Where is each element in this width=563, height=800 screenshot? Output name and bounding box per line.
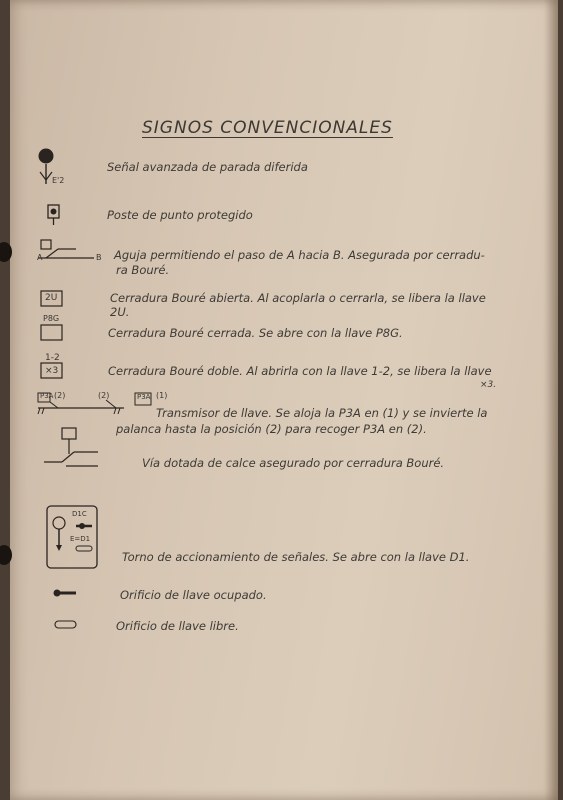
signal-label: E'2 — [52, 176, 65, 185]
double-lock-inner-label: ×3 — [45, 366, 59, 376]
double-lock-top-label: 1-2 — [45, 353, 60, 363]
entry-5-text: Cerradura Bouré cerrada. Se abre con la llave P8G. — [108, 326, 403, 340]
page-edge-shadow — [544, 0, 558, 800]
entry-2-text: Poste de punto protegido — [107, 208, 253, 222]
entry-10-text: Orificio de llave ocupado. — [120, 588, 267, 602]
transmitter-slot-pos-label: (1) — [156, 391, 168, 400]
entry-3-text-2: ra Bouré. — [116, 263, 170, 277]
entry-8-text: Vía dotada de calce asegurado por cerradura Bouré. — [142, 456, 445, 470]
entry-3-text-1: Aguja permitiendo el paso de A hacia B. Asegurada por cerradu- — [114, 248, 485, 262]
entry-6-text-2: ×3. — [480, 380, 497, 390]
document-title: SIGNOS CONVENCIONALES — [142, 118, 393, 138]
entry-1-text: Señal avanzada de parada diferida — [107, 160, 308, 174]
entry-9-text: Torno de accionamiento de señales. Se abre con la llave D1. — [122, 550, 470, 564]
document-page — [10, 0, 558, 800]
winch-bottom-label: E=D1 — [70, 535, 91, 543]
transmitter-pos-label-1: (2) — [54, 391, 66, 400]
transmitter-pos-label-2: (2) — [98, 391, 110, 400]
entry-6-text-1: Cerradura Bouré doble. Al abrirla con la llave 1-2, se libera la llave — [108, 364, 492, 378]
free-keyhole-icon — [54, 619, 78, 631]
winch-top-label: D1C — [72, 510, 87, 518]
protected-post-icon — [46, 203, 62, 227]
occupied-keyhole-icon — [52, 587, 78, 599]
entry-7-text-1: Transmisor de llave. Se aloja la P3A en (1) y se invierte la — [156, 406, 488, 420]
point-a-label: A — [37, 253, 43, 262]
open-lock-label: 2U — [45, 293, 58, 303]
track-wedge-icon — [40, 426, 102, 470]
entry-4-text-2: 2U. — [110, 305, 130, 319]
transmitter-key-label: P3A — [40, 392, 54, 400]
closed-lock-label: P8G — [43, 314, 60, 323]
point-b-label: B — [96, 253, 102, 262]
entry-11-text: Orificio de llave libre. — [116, 619, 239, 633]
closed-lock-icon — [40, 324, 64, 342]
switch-needle-icon — [36, 238, 96, 264]
entry-7-text-2: palanca hasta la posición (2) para recoger P3A en (2). — [116, 422, 427, 436]
entry-4-text-1: Cerradura Bouré abierta. Al acoplarla o cerrarla, se libera la llave — [110, 291, 486, 305]
transmitter-slot-label: P3A — [137, 393, 151, 401]
